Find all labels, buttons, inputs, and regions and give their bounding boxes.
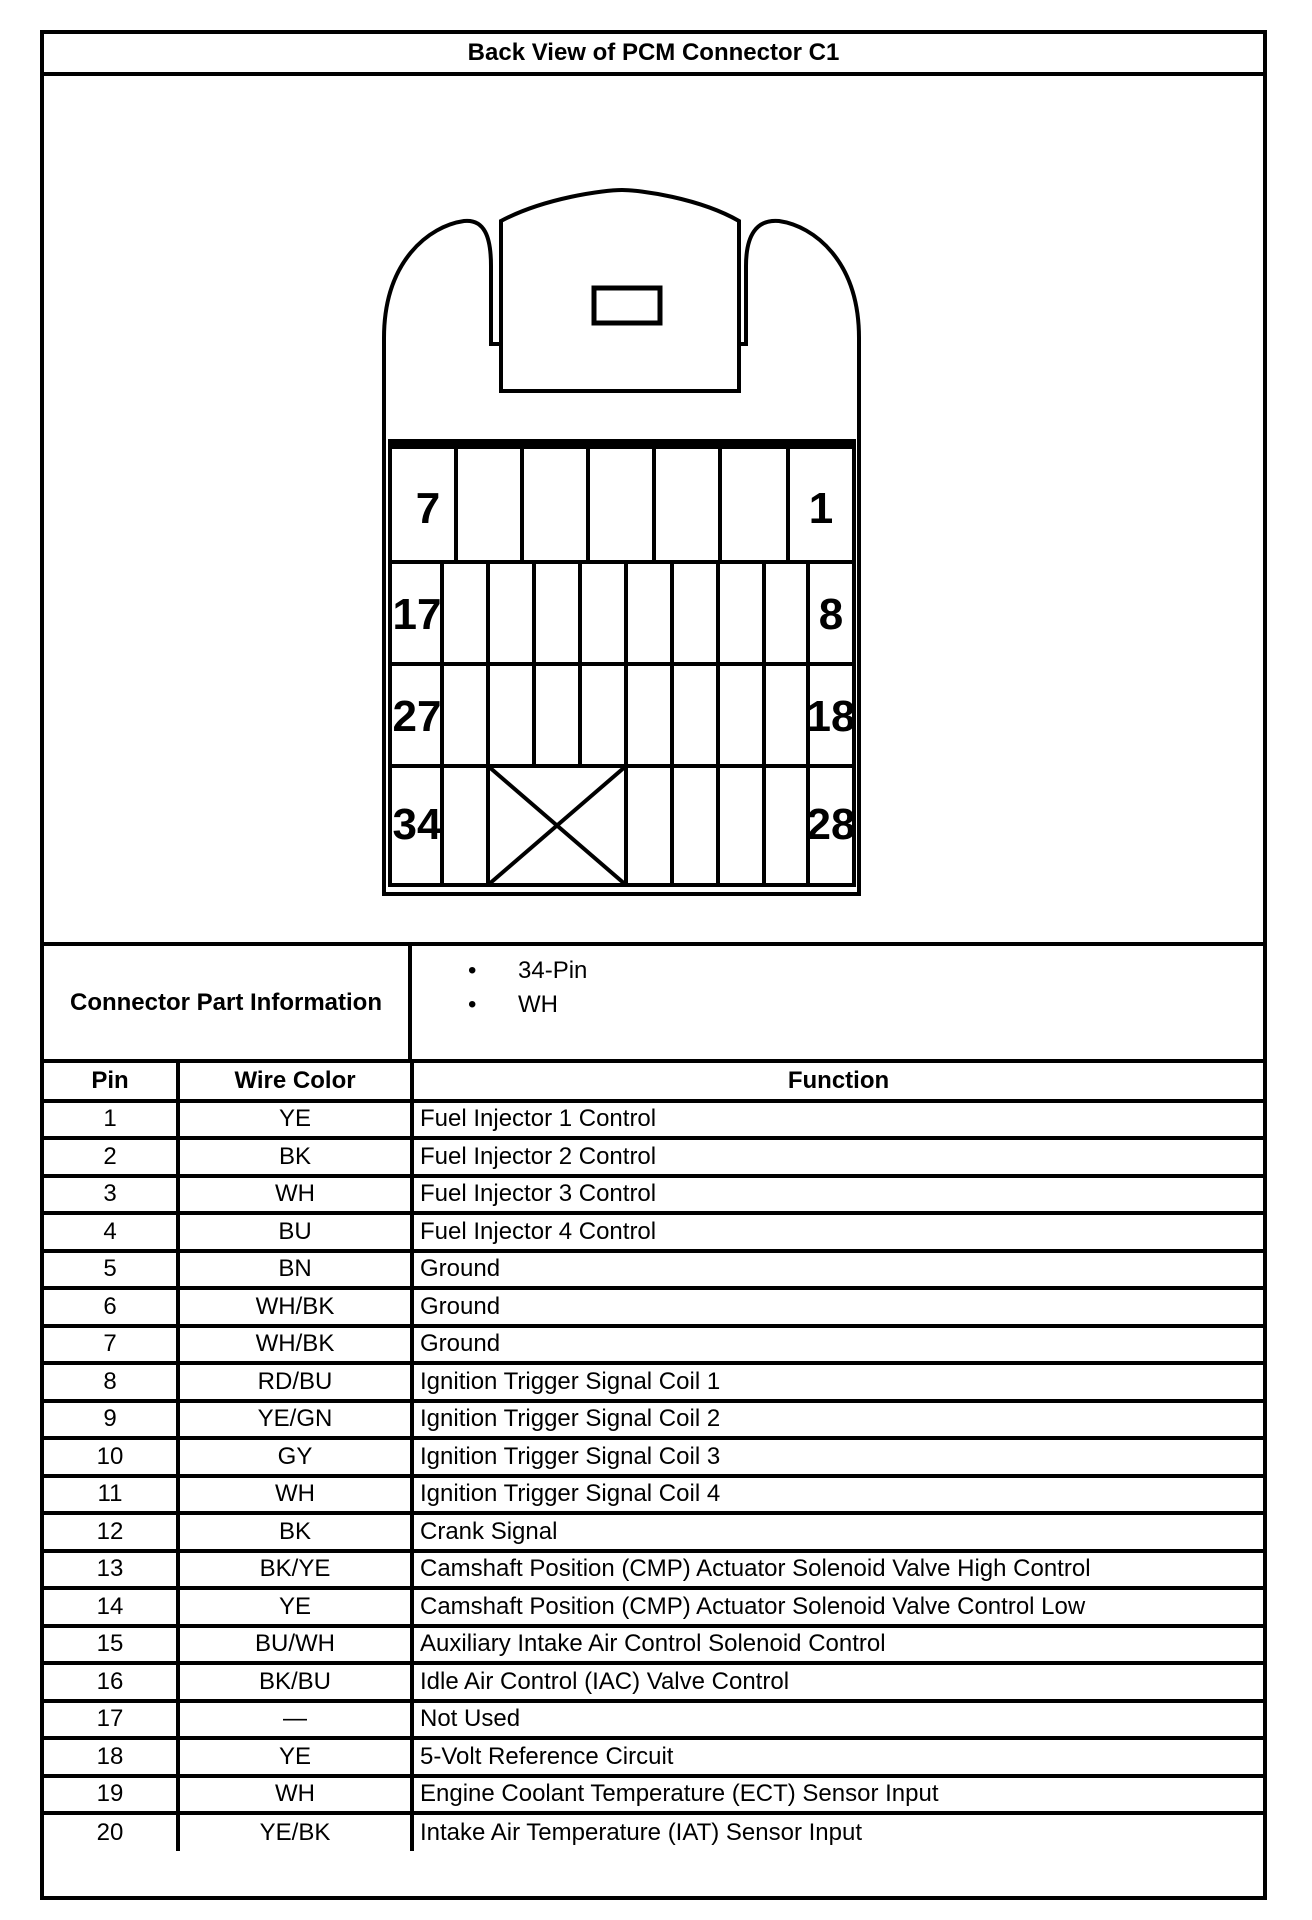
pin-label-8: 8 (818, 590, 844, 639)
function-cell: Camshaft Position (CMP) Actuator Solenoid Valve High Control (412, 1551, 1263, 1589)
table-row (44, 1213, 1263, 1251)
connector-diagram (44, 76, 1263, 946)
function-cell: Intake Air Temperature (IAT) Sensor Input (412, 1813, 1263, 1851)
table-row (44, 1776, 1263, 1814)
wire-color-cell: YE/GN (178, 1401, 412, 1439)
pin-cell: 14 (44, 1588, 178, 1626)
pin-label-17: 17 (392, 590, 442, 639)
table-row (44, 1476, 1263, 1514)
pin-cell: 10 (44, 1438, 178, 1476)
pin-cell: 18 (44, 1738, 178, 1776)
table-row (44, 1363, 1263, 1401)
connector-sheet (40, 30, 1267, 1900)
wire-color-cell: — (178, 1701, 412, 1739)
table-row (44, 1176, 1263, 1214)
function-cell: Engine Coolant Temperature (ECT) Sensor Input (412, 1776, 1263, 1814)
sheet-title: Back View of PCM Connector C1 (44, 34, 1263, 76)
table-row (44, 1101, 1263, 1139)
table-row (44, 1551, 1263, 1589)
pin-cell: 19 (44, 1776, 178, 1814)
wire-color-cell: WH (178, 1176, 412, 1214)
pin-cell: 16 (44, 1663, 178, 1701)
function-cell: Ground (412, 1288, 1263, 1326)
part-info-item: • 34-Pin (412, 954, 587, 988)
pin-cell: 11 (44, 1476, 178, 1514)
pin-label-1: 1 (808, 484, 834, 533)
function-cell: Idle Air Control (IAC) Valve Control (412, 1663, 1263, 1701)
wire-color-cell: WH (178, 1476, 412, 1514)
wire-color-cell: YE/BK (178, 1813, 412, 1851)
function-cell: 5-Volt Reference Circuit (412, 1738, 1263, 1776)
part-info-item: • WH (412, 988, 587, 1022)
pin-cell: 13 (44, 1551, 178, 1589)
table-header-row (44, 1063, 1263, 1101)
wire-color-cell: BK/YE (178, 1551, 412, 1589)
function-cell: Crank Signal (412, 1513, 1263, 1551)
header-wire-color: Wire Color (178, 1063, 412, 1101)
part-info-label: Connector Part Information (44, 946, 412, 1059)
pin-cell: 9 (44, 1401, 178, 1439)
function-cell: Fuel Injector 4 Control (412, 1213, 1263, 1251)
table-row (44, 1251, 1263, 1289)
wire-color-cell: BN (178, 1251, 412, 1289)
function-cell: Ignition Trigger Signal Coil 3 (412, 1438, 1263, 1476)
pin-cell: 6 (44, 1288, 178, 1326)
pin-cell: 3 (44, 1176, 178, 1214)
wire-color-cell: WH/BK (178, 1326, 412, 1364)
function-cell: Ground (412, 1326, 1263, 1364)
table-row (44, 1326, 1263, 1364)
pin-label-28: 28 (806, 800, 856, 849)
function-cell: Ignition Trigger Signal Coil 1 (412, 1363, 1263, 1401)
function-cell: Auxiliary Intake Air Control Solenoid Control (412, 1626, 1263, 1664)
pin-cell: 20 (44, 1813, 178, 1851)
wire-color-cell: WH (178, 1776, 412, 1814)
function-cell: Fuel Injector 1 Control (412, 1101, 1263, 1139)
table-row (44, 1701, 1263, 1739)
pin-cell: 5 (44, 1251, 178, 1289)
function-cell: Not Used (412, 1701, 1263, 1739)
pin-cell: 12 (44, 1513, 178, 1551)
table-row (44, 1626, 1263, 1664)
header-function: Function (412, 1063, 1263, 1101)
table-row (44, 1401, 1263, 1439)
wire-color-cell: BU (178, 1213, 412, 1251)
wire-color-cell: BK (178, 1138, 412, 1176)
pin-cell: 8 (44, 1363, 178, 1401)
pin-label-18: 18 (806, 692, 856, 741)
part-info-list (412, 954, 587, 1022)
pin-label-7: 7 (415, 484, 441, 533)
pin-label-34: 34 (392, 800, 442, 849)
function-cell: Ignition Trigger Signal Coil 2 (412, 1401, 1263, 1439)
table-row (44, 1588, 1263, 1626)
table-row (44, 1138, 1263, 1176)
pin-cell: 4 (44, 1213, 178, 1251)
pin-cell: 17 (44, 1701, 178, 1739)
wire-color-cell: GY (178, 1438, 412, 1476)
function-cell: Fuel Injector 2 Control (412, 1138, 1263, 1176)
wire-color-cell: WH/BK (178, 1288, 412, 1326)
wire-color-cell: YE (178, 1588, 412, 1626)
wire-color-cell: BK (178, 1513, 412, 1551)
part-info-section (44, 946, 1263, 1063)
function-cell: Ignition Trigger Signal Coil 4 (412, 1476, 1263, 1514)
pin-cell: 15 (44, 1626, 178, 1664)
function-cell: Camshaft Position (CMP) Actuator Solenoid Valve Control Low (412, 1588, 1263, 1626)
wire-color-cell: RD/BU (178, 1363, 412, 1401)
pin-cell: 1 (44, 1101, 178, 1139)
table-row (44, 1813, 1263, 1851)
table-row (44, 1663, 1263, 1701)
bullet-icon: • (468, 991, 477, 1018)
pin-label-27: 27 (392, 692, 442, 741)
wire-color-cell: YE (178, 1101, 412, 1139)
wire-color-cell: YE (178, 1738, 412, 1776)
connector-drawing (44, 76, 1263, 942)
pinout-table (44, 1063, 1263, 1851)
table-row (44, 1738, 1263, 1776)
table-row (44, 1438, 1263, 1476)
table-row (44, 1288, 1263, 1326)
pin-cell: 2 (44, 1138, 178, 1176)
table-row (44, 1513, 1263, 1551)
bullet-icon: • (468, 957, 477, 984)
function-cell: Fuel Injector 3 Control (412, 1176, 1263, 1214)
function-cell: Ground (412, 1251, 1263, 1289)
pin-cell: 7 (44, 1326, 178, 1364)
wire-color-cell: BU/WH (178, 1626, 412, 1664)
header-pin: Pin (44, 1063, 178, 1101)
wire-color-cell: BK/BU (178, 1663, 412, 1701)
